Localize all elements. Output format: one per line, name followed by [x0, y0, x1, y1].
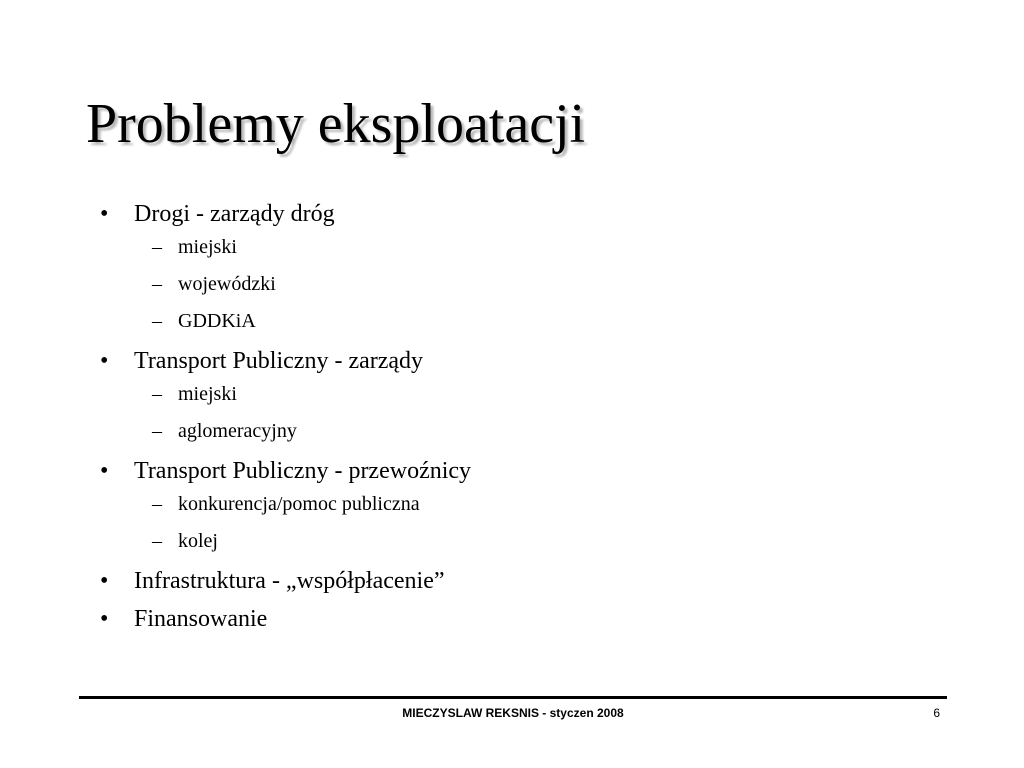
bullet-item	[96, 564, 956, 598]
sub-item	[133, 417, 956, 446]
bullet-item	[96, 454, 956, 556]
bullet-text: Infrastruktura - „współpłacenie”	[134, 568, 445, 594]
bullet-marker: •	[100, 458, 109, 484]
sub-item-text: miejski	[178, 383, 237, 405]
bullet-text: Finansowanie	[134, 606, 268, 632]
sub-list	[134, 380, 956, 446]
sub-list	[134, 233, 956, 336]
footer-author: MIECZYSLAW REKSNIS - styczen 2008	[402, 706, 624, 720]
slide-title: Problemy eksploatacji	[86, 93, 586, 155]
sub-item	[133, 270, 956, 299]
dash-marker: –	[152, 530, 162, 552]
bullet-list	[96, 197, 956, 640]
footer-divider	[79, 696, 947, 699]
sub-item	[133, 490, 956, 519]
bullet-text: Transport Publiczny - zarządy	[134, 348, 424, 374]
sub-item-text: konkurencja/pomoc publiczna	[178, 493, 420, 515]
dash-marker: –	[152, 383, 162, 405]
bullet-marker: •	[100, 568, 109, 594]
bullet-marker: •	[100, 348, 109, 374]
sub-item	[133, 380, 956, 409]
bullet-item	[96, 344, 956, 446]
bullet-text: Drogi - zarządy dróg	[134, 201, 335, 227]
dash-marker: –	[152, 420, 162, 442]
bullet-item	[96, 197, 956, 336]
bullet-item	[96, 602, 956, 636]
dash-marker: –	[152, 493, 162, 515]
sub-item-text: wojewódzki	[178, 273, 276, 295]
dash-marker: –	[152, 273, 162, 295]
sub-list	[134, 490, 956, 556]
bullet-marker: •	[100, 606, 109, 632]
sub-item-text: kolej	[178, 530, 218, 552]
dash-marker: –	[152, 310, 162, 332]
sub-item	[133, 233, 956, 262]
bullet-text: Transport Publiczny - przewoźnicy	[134, 458, 472, 484]
sub-item-text: aglomeracyjny	[178, 420, 297, 442]
sub-item	[133, 527, 956, 556]
page-number: 6	[933, 706, 940, 720]
sub-item-text: GDDKiA	[178, 310, 256, 332]
dash-marker: –	[152, 236, 162, 258]
sub-item	[133, 307, 956, 336]
sub-item-text: miejski	[178, 236, 237, 258]
bullet-marker: •	[100, 201, 109, 227]
